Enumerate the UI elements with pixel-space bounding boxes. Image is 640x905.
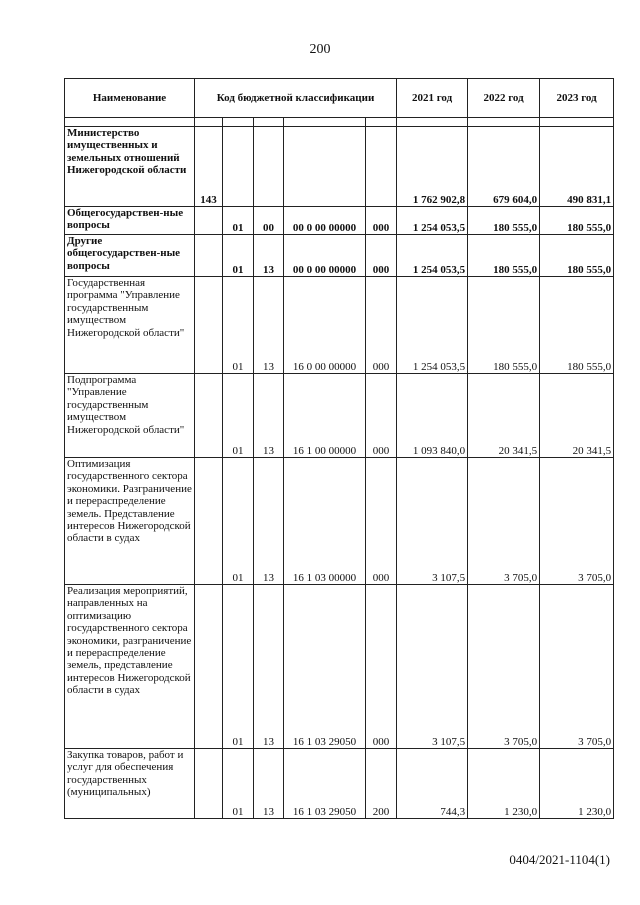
row-code-type: 200 xyxy=(366,749,397,819)
row-code-subsection: 00 xyxy=(254,207,284,235)
table-row xyxy=(65,458,614,585)
row-code-subsection: 13 xyxy=(254,277,284,374)
row-name: Подпрограмма "Управление государственным имуществом Нижегородской области" xyxy=(65,374,195,458)
row-code-type: 000 xyxy=(366,374,397,458)
row-code-ministry xyxy=(195,585,223,749)
header-code: Код бюджетной классификации xyxy=(195,79,397,118)
row-name: Реализация мероприятий, направленных на оптимизацию государственного сектора экономики, разграничение и перераспределение земель, представление интересов Нижегородской области в судах xyxy=(65,585,195,749)
row-code-ministry xyxy=(195,749,223,819)
table-row xyxy=(65,235,614,277)
table-row xyxy=(65,127,614,207)
header-name: Наименование xyxy=(65,79,195,118)
row-value-2022: 180 555,0 xyxy=(468,277,540,374)
table-row xyxy=(65,749,614,819)
row-value-2021: 1 254 053,5 xyxy=(397,277,468,374)
row-code-subsection: 13 xyxy=(254,749,284,819)
row-value-2021: 1 254 053,5 xyxy=(397,207,468,235)
row-name: Другие общегосударствен-ные вопросы xyxy=(65,235,195,277)
row-code-target: 16 0 00 00000 xyxy=(284,277,366,374)
row-name: Закупка товаров, работ и услуг для обеспечения государственных (муниципальных) xyxy=(65,749,195,819)
row-code-target: 00 0 00 00000 xyxy=(284,235,366,277)
row-code-section: 01 xyxy=(223,207,254,235)
row-value-2021: 3 107,5 xyxy=(397,585,468,749)
header-spacer-row xyxy=(65,118,614,127)
row-value-2022: 3 705,0 xyxy=(468,458,540,585)
row-value-2021: 1 093 840,0 xyxy=(397,374,468,458)
row-code-section: 01 xyxy=(223,749,254,819)
row-code-section: 01 xyxy=(223,277,254,374)
row-value-2023: 180 555,0 xyxy=(540,277,614,374)
row-code-subsection: 13 xyxy=(254,235,284,277)
row-code-target xyxy=(284,127,366,207)
row-value-2023: 3 705,0 xyxy=(540,458,614,585)
row-code-ministry xyxy=(195,235,223,277)
row-code-type: 000 xyxy=(366,458,397,585)
row-code-target: 16 1 03 29050 xyxy=(284,585,366,749)
row-value-2021: 1 762 902,8 xyxy=(397,127,468,207)
row-code-ministry xyxy=(195,458,223,585)
row-value-2021: 744,3 xyxy=(397,749,468,819)
row-value-2023: 180 555,0 xyxy=(540,235,614,277)
row-value-2022: 1 230,0 xyxy=(468,749,540,819)
row-code-section xyxy=(223,127,254,207)
row-code-target: 16 1 00 00000 xyxy=(284,374,366,458)
row-name: Государственная программа "Управление государственным имуществом Нижегородской области" xyxy=(65,277,195,374)
row-code-subsection: 13 xyxy=(254,374,284,458)
row-code-ministry xyxy=(195,207,223,235)
header-2021: 2021 год xyxy=(397,79,468,118)
row-value-2022: 180 555,0 xyxy=(468,207,540,235)
row-code-target: 00 0 00 00000 xyxy=(284,207,366,235)
row-code-subsection: 13 xyxy=(254,458,284,585)
row-value-2022: 679 604,0 xyxy=(468,127,540,207)
row-code-section: 01 xyxy=(223,458,254,585)
table-row xyxy=(65,374,614,458)
document-code: 0404/2021-1104(1) xyxy=(509,852,610,867)
row-code-ministry: 143 xyxy=(195,127,223,207)
table-row xyxy=(65,207,614,235)
row-code-ministry xyxy=(195,277,223,374)
row-name: Министерство имущественных и земельных отношений Нижегородской области xyxy=(65,127,195,207)
row-value-2023: 490 831,1 xyxy=(540,127,614,207)
row-value-2022: 180 555,0 xyxy=(468,235,540,277)
row-value-2021: 3 107,5 xyxy=(397,458,468,585)
row-code-subsection: 13 xyxy=(254,585,284,749)
row-name: Оптимизация государственного сектора экономики. Разграничение и перераспределение земель. Представление интересов Нижегородской области в судах xyxy=(65,458,195,585)
row-code-type: 000 xyxy=(366,277,397,374)
row-value-2021: 1 254 053,5 xyxy=(397,235,468,277)
row-code-type: 000 xyxy=(366,207,397,235)
page-number: 200 xyxy=(309,42,331,57)
row-code-type xyxy=(366,127,397,207)
row-code-target: 16 1 03 00000 xyxy=(284,458,366,585)
row-code-type: 000 xyxy=(366,235,397,277)
row-code-subsection xyxy=(254,127,284,207)
header-2022: 2022 год xyxy=(468,79,540,118)
table-header-row xyxy=(65,79,614,118)
table-row xyxy=(65,277,614,374)
row-name: Общегосударствен-ные вопросы xyxy=(65,207,195,235)
row-value-2022: 3 705,0 xyxy=(468,585,540,749)
row-code-section: 01 xyxy=(223,235,254,277)
row-value-2023: 180 555,0 xyxy=(540,207,614,235)
row-code-target: 16 1 03 29050 xyxy=(284,749,366,819)
row-value-2023: 3 705,0 xyxy=(540,585,614,749)
row-code-section: 01 xyxy=(223,585,254,749)
budget-table xyxy=(64,78,614,819)
row-code-ministry xyxy=(195,374,223,458)
row-code-type: 000 xyxy=(366,585,397,749)
row-value-2022: 20 341,5 xyxy=(468,374,540,458)
row-value-2023: 20 341,5 xyxy=(540,374,614,458)
table-row xyxy=(65,585,614,749)
row-code-section: 01 xyxy=(223,374,254,458)
header-2023: 2023 год xyxy=(540,79,614,118)
row-value-2023: 1 230,0 xyxy=(540,749,614,819)
